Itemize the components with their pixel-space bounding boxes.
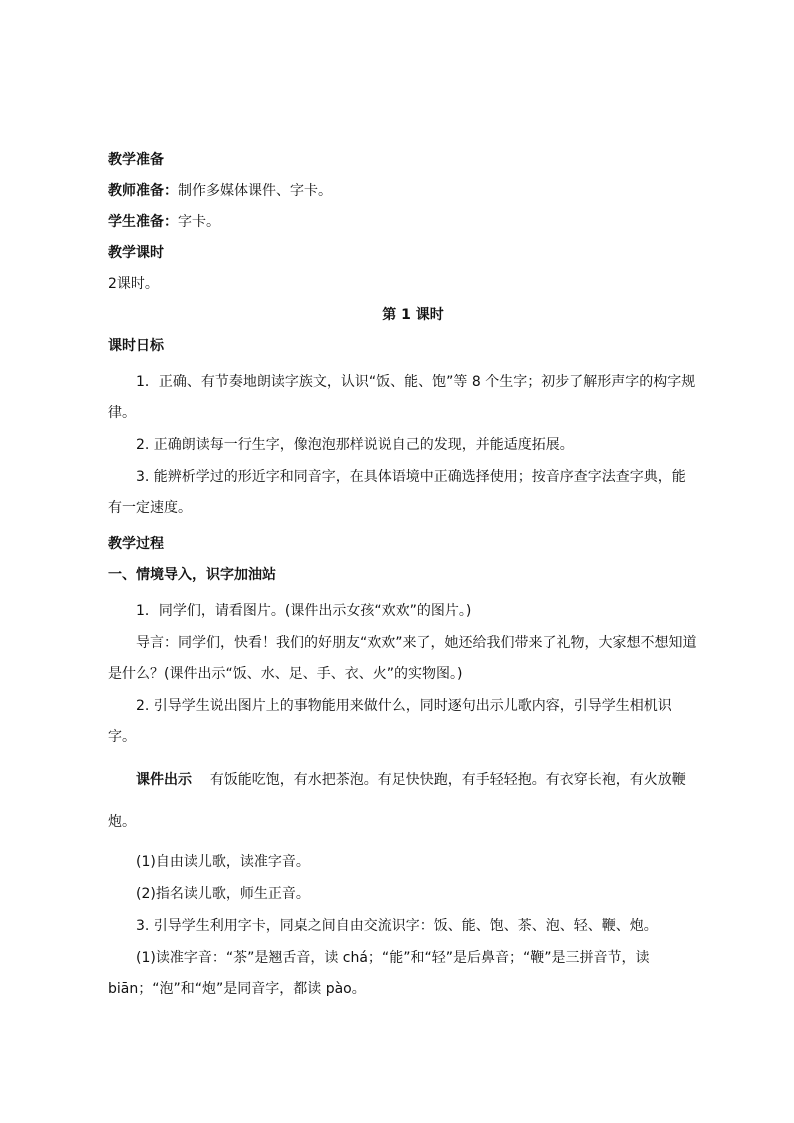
goal-1: 1．正确、有节奏地朗读字族文，认识“饭、能、饱”等 8 个生字；初步了解形声字的构字规律。	[108, 374, 696, 421]
hours-text: 2课时。	[108, 276, 159, 292]
sub-step-2: (2)指名读儿歌，师生正音。	[136, 886, 310, 902]
step-2: 2. 引导学生说出图片上的事物能用来做什么，同时逐句出示儿歌内容，引导学生相机识字。	[108, 698, 672, 745]
process-heading: 教学过程	[108, 536, 164, 552]
part-1-heading: 一、情境导入，识字加油站	[108, 567, 276, 583]
pronunciation-note: (1)读准字音：“茶”是翘舌音，读 chá；“能”和“轻”是后鼻音；“鞭”是三拼音节，读 biān；“泡”和“炮”是同音字，都读 pào。	[108, 950, 650, 997]
student-prep-text: 字卡。	[178, 214, 220, 230]
goal-2: 2. 正确朗读每一行生字，像泡泡那样说说自己的发现，并能适度拓展。	[136, 437, 574, 453]
intro-text: 导言：同学们，快看！我们的好朋友“欢欢”来了，她还给我们带来了礼物，大家想不想知道是什么？(课件出示“饭、水、足、手、衣、火”的实物图。)	[108, 635, 697, 682]
goal-3: 3. 能辨析学过的形近字和同音字，在具体语境中正确选择使用；按音序查字法查字典，能有一定速度。	[108, 469, 686, 516]
teacher-prep-label: 教师准备：	[108, 183, 178, 199]
sub-step-1: (1)自由读儿歌，读准字音。	[136, 854, 310, 870]
step-1: 1．同学们，请看图片。(课件出示女孩“欢欢”的图片。)	[136, 603, 472, 619]
courseware-block	[108, 759, 698, 843]
hours-heading: 教学课时	[108, 245, 164, 261]
student-prep-label: 学生准备：	[108, 214, 178, 230]
teacher-prep	[108, 181, 698, 201]
step-3: 3. 引导学生利用字卡，同桌之间自由交流识字：饭、能、饱、茶、泡、轻、鞭、炮。	[136, 918, 658, 934]
teacher-prep-text: 制作多媒体课件、字卡。	[178, 183, 332, 199]
courseware-text: 有饭能吃饱，有水把茶泡。有足快快跑，有手轻轻抱。有衣穿长袍，有火放鞭炮。	[108, 772, 686, 830]
prep-heading: 教学准备	[108, 152, 164, 168]
lesson-title: 第 1 课时	[382, 307, 444, 323]
lesson-plan-body	[108, 150, 698, 1006]
student-prep	[108, 212, 698, 232]
courseware-label: 课件出示	[136, 772, 192, 788]
goals-heading: 课时日标	[108, 338, 164, 354]
